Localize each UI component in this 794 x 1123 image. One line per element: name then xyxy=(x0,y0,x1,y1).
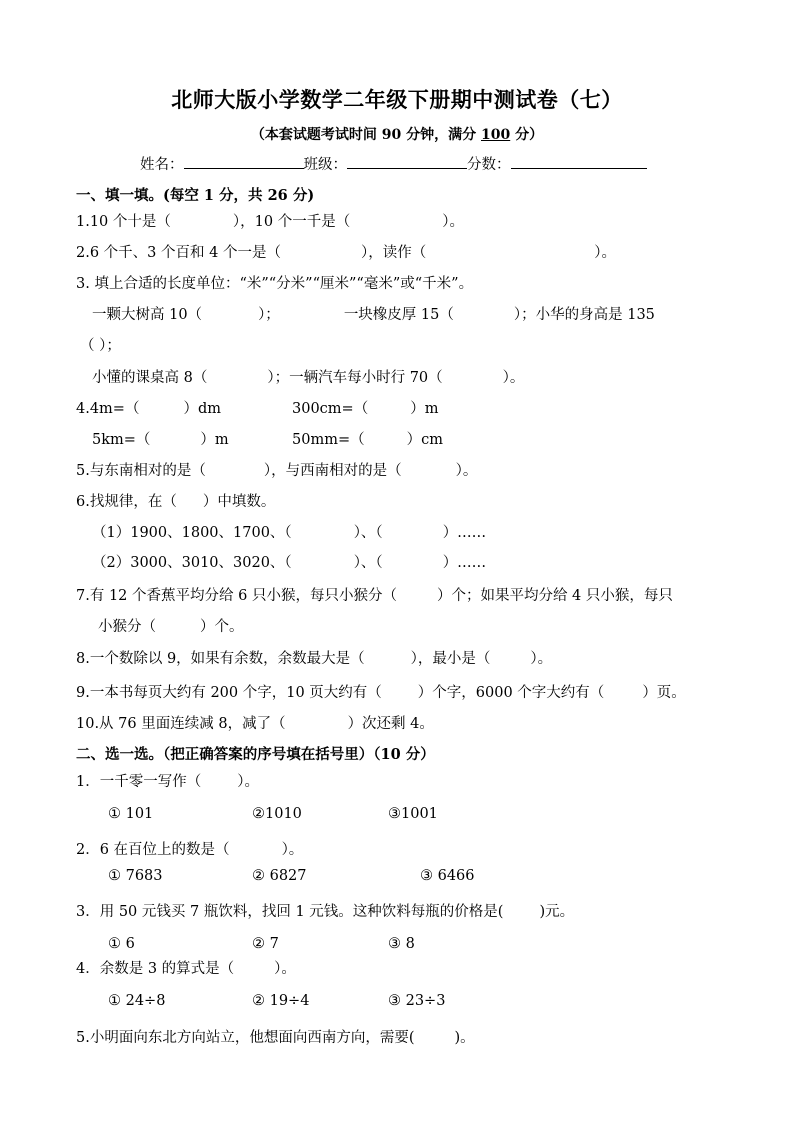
q2-1-stem-b: ）。 xyxy=(237,774,259,790)
q2-5-stem-b: )。 xyxy=(454,1030,475,1046)
q1-4-text-d: 50mm=（ xyxy=(292,432,365,448)
q1-1-text-c: ）。 xyxy=(442,214,464,230)
student-info-row xyxy=(140,154,647,175)
question-1-4-c xyxy=(92,430,229,450)
q1-4-unit-b: ）m xyxy=(410,401,439,417)
question-2-5-stem xyxy=(76,1028,475,1048)
q1-9-text-c: ）页。 xyxy=(642,685,686,701)
q1-3-text-b: ）； xyxy=(258,307,280,323)
option-2-3-a[interactable]: ① 6 xyxy=(108,936,135,952)
q1-6-text-a: （1）1900、1800、1700、（ xyxy=(92,525,292,541)
class-field[interactable] xyxy=(347,154,467,169)
option-2-4-b[interactable]: ② 19÷4 xyxy=(252,993,310,1009)
q1-6-text-e: ）、（ xyxy=(353,555,383,571)
question-1-3-line2: （ ）； xyxy=(80,338,121,354)
question-1-3-stem: 3. 填上合适的长度单位：“米”“分米”“厘米”“毫米”或“千米”。 xyxy=(76,276,474,292)
question-1-7-line1 xyxy=(76,586,673,606)
section1-heading: 一、填一填。(每空 1 分，共 26 分) xyxy=(76,187,315,204)
option-2-2-a[interactable]: ① 7683 xyxy=(108,868,163,884)
q1-9-text-a: 9.一本书每页大约有 200 个字，10 页大约有（ xyxy=(76,685,382,701)
question-2-3-stem xyxy=(76,902,574,922)
q1-4-text-b: 300cm=（ xyxy=(292,401,369,417)
name-label: 姓名： xyxy=(140,157,184,173)
question-1-1 xyxy=(76,212,464,232)
question-2-4-stem xyxy=(76,959,296,979)
exam-subtitle xyxy=(0,124,794,144)
q1-7-text-a: 7.有 12 个香蕉平均分给 6 只小猴，每只小猴分（ xyxy=(76,588,397,604)
q1-9-text-b: ）个字，6000 个字大约有（ xyxy=(417,685,605,701)
q2-1-stem-a: 1．一千零一写作（ xyxy=(76,774,202,790)
option-2-1-b[interactable]: ②1010 xyxy=(252,806,302,822)
q1-2-text-b: ），读作（ xyxy=(360,245,427,261)
question-1-8 xyxy=(76,649,552,669)
q1-4-unit-d: ）cm xyxy=(406,432,443,448)
class-label: 班级： xyxy=(303,157,347,173)
option-2-1-c[interactable]: ③1001 xyxy=(388,806,438,822)
q1-6-text-f: ）…… xyxy=(442,555,487,571)
question-1-6-line1 xyxy=(92,523,486,543)
q1-8-text-c: ）。 xyxy=(530,651,553,667)
question-1-4-b xyxy=(292,399,438,419)
option-2-4-c[interactable]: ③ 23÷3 xyxy=(388,993,446,1009)
q1-2-text-a: 2.6 个千、3 个百和 4 个一是（ xyxy=(76,245,281,261)
q1-6-text-d: （2）3000、3010、3020、（ xyxy=(92,555,292,571)
q1-3-text-c: 一块橡皮厚 15（ xyxy=(343,307,454,323)
q1-6-stem-b: ）中填数。 xyxy=(202,494,276,510)
q1-5-text-c: ）。 xyxy=(455,463,478,479)
section2-heading: 二、选一选。（把正确答案的序号填在括号里）（10 分） xyxy=(76,746,435,763)
q1-5-text-a: 5.与东南相对的是（ xyxy=(76,463,206,479)
subtitle-before: （本套试题考试时间 90 分钟，满分 xyxy=(250,127,481,143)
question-1-7-line2 xyxy=(98,617,244,637)
question-1-6-line2 xyxy=(92,553,486,573)
q2-3-stem-b: )元。 xyxy=(539,904,575,920)
q2-4-stem-a: 4．余数是 3 的算式是（ xyxy=(76,961,235,977)
question-1-3-line1 xyxy=(92,305,655,325)
q1-7-text-d: ）个。 xyxy=(200,619,244,635)
q2-4-stem-b: ）。 xyxy=(274,961,296,977)
subtitle-after: 分） xyxy=(510,127,544,143)
question-1-4-d xyxy=(292,430,443,450)
option-2-4-a[interactable]: ① 24÷8 xyxy=(108,993,166,1009)
q1-3-text-e: 小懂的课桌高 8（ xyxy=(92,370,208,386)
q1-2-text-c: ）。 xyxy=(594,245,616,261)
full-score: 100 xyxy=(481,127,511,143)
question-1-4-a xyxy=(76,399,221,419)
question-1-9 xyxy=(76,683,686,703)
q1-6-stem-a: 6.找规律，在（ xyxy=(76,494,177,510)
q1-6-text-c: ）…… xyxy=(442,525,487,541)
q1-3-text-d: ）；小华的身高是 135 xyxy=(513,307,655,323)
q1-4-text-c: 5km=（ xyxy=(92,432,151,448)
question-1-6-stem xyxy=(76,492,275,512)
q1-8-text-b: ），最小是（ xyxy=(410,651,491,667)
option-2-1-a[interactable]: ① 101 xyxy=(108,806,154,822)
q1-3-text-g: ）。 xyxy=(502,370,525,386)
option-2-3-c[interactable]: ③ 8 xyxy=(388,936,415,952)
q1-1-text-a: 1.10 个十是（ xyxy=(76,214,171,230)
q1-5-text-b: ），与西南相对的是（ xyxy=(263,463,402,479)
question-1-3-line3 xyxy=(92,368,524,388)
question-2-1-stem xyxy=(76,772,259,792)
q2-2-stem-a: 2．6 在百位上的数是（ xyxy=(76,842,230,858)
q1-1-text-b: ），10 个一千是（ xyxy=(232,214,351,230)
q1-4-unit-c: ）m xyxy=(200,432,229,448)
option-2-2-b[interactable]: ② 6827 xyxy=(252,868,307,884)
score-label: 分数： xyxy=(467,157,511,173)
q1-7-text-c: 小猴分（ xyxy=(98,619,156,635)
q2-5-stem-a: 5.小明面向东北方向站立，他想面向西南方向，需要( xyxy=(76,1030,415,1046)
q1-8-text-a: 8.一个数除以 9，如果有余数，余数最大是（ xyxy=(76,651,365,667)
question-1-2 xyxy=(76,243,616,263)
q1-10-text-b: ）次还剩 4。 xyxy=(347,716,434,732)
q2-2-stem-b: ）。 xyxy=(281,842,304,858)
q1-3-text-f: ）；一辆汽车每小时行 70（ xyxy=(267,370,443,386)
page-title: 北师大版小学数学二年级下册期中测试卷（七） xyxy=(171,87,623,112)
option-2-3-b[interactable]: ② 7 xyxy=(252,936,279,952)
name-field[interactable] xyxy=(184,154,304,169)
question-2-2-stem xyxy=(76,840,303,860)
q1-7-text-b: ）个；如果平均分给 4 只小猴，每只 xyxy=(436,588,673,604)
q1-4-text-a: 4.4m=（ xyxy=(76,401,140,417)
score-field[interactable] xyxy=(511,154,647,169)
q1-4-unit-a: ）dm xyxy=(183,401,222,417)
q1-10-text-a: 10.从 76 里面连续减 8，减了（ xyxy=(76,716,286,732)
question-1-10 xyxy=(76,714,434,734)
question-1-5 xyxy=(76,461,477,481)
q1-3-text-a: 一颗大树高 10（ xyxy=(92,307,203,323)
option-2-2-c[interactable]: ③ 6466 xyxy=(420,868,475,884)
q2-3-stem-a: 3．用 50 元钱买 7 瓶饮料，找回 1 元钱。这种饮料每瓶的价格是( xyxy=(76,904,504,920)
q1-6-text-b: ）、（ xyxy=(353,525,383,541)
